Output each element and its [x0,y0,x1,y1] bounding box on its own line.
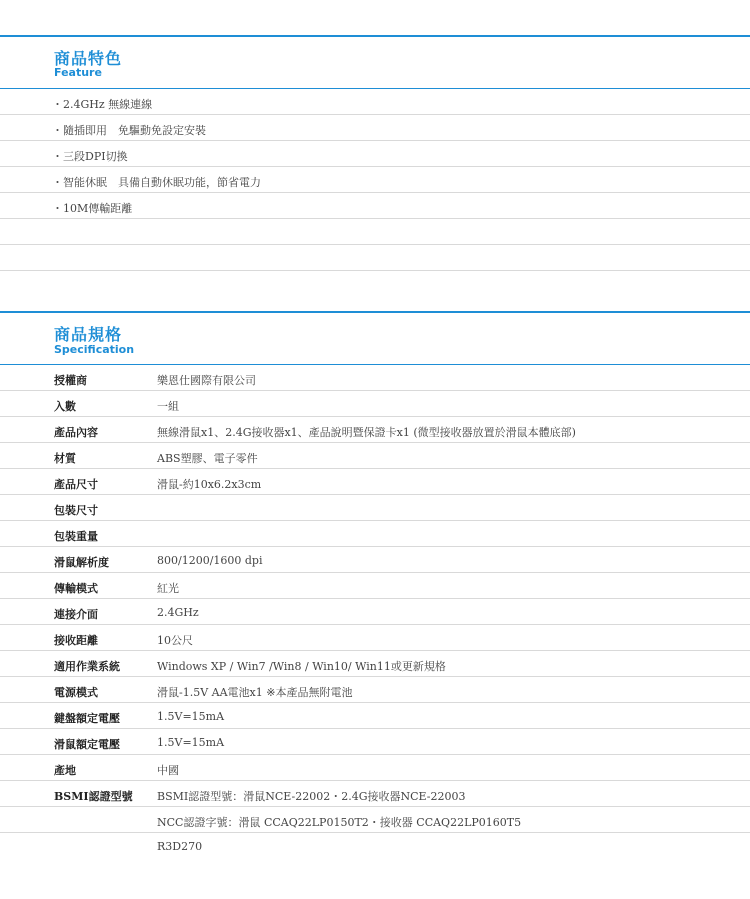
spec-label: BSMI認證型號 [54,790,133,803]
spec-row [0,651,750,677]
feature-item-text: ・智能休眠 具備自動休眠功能，節省電力 [52,176,261,189]
spec-row [0,391,750,417]
spec-row [0,547,750,573]
spec-label: 材質 [54,452,76,465]
spec-row [0,495,750,521]
spec-value: 一組 [157,400,179,413]
spec-row [0,755,750,781]
spec-label: 授權商 [54,374,87,387]
feature-title: 商品特色 [54,49,123,68]
spec-label: 連接介面 [54,608,98,621]
feature-row [0,245,750,271]
spec-value: 1.5V=15mA [157,710,225,723]
spec-value: R3D270 [157,840,203,853]
spec-label: 入數 [54,400,76,413]
spec-value: BSMI認證型號：滑鼠NCE-22002・2.4G接收器NCE-22003 [157,790,466,803]
spec-row [0,625,750,651]
spec-label: 產品尺寸 [54,478,98,491]
spec-row [0,365,750,391]
spec-value: Windows XP / Win7 /Win8 / Win10/ Win11或更新規格 [157,660,446,673]
feature-row [0,89,750,115]
spec-row [0,599,750,625]
feature-item-text: ・隨插即用 免驅動免設定安裝 [52,124,206,137]
spec-row [0,703,750,729]
spec-row [0,521,750,547]
spec-value: 滑鼠-約10x6.2x3cm [157,478,262,491]
feature-item-text: ・10M傳輸距離 [52,202,133,215]
feature-row [0,115,750,141]
spec-value: 1.5V=15mA [157,736,225,749]
spec-row [0,807,750,833]
spec-row [0,833,750,859]
spec-value: NCC認證字號：滑鼠 CCAQ22LP0150T2・接收器 CCAQ22LP0160T5 [157,816,522,829]
spec-label: 適用作業系統 [54,660,120,673]
spec-row [0,573,750,599]
feature-row [0,219,750,245]
spec-label: 滑鼠解析度 [54,556,109,569]
spec-row [0,677,750,703]
spec-label: 包裝重量 [54,530,98,543]
spec-label: 產地 [54,764,76,777]
spec-value: 滑鼠-1.5V AA電池x1 ※本產品無附電池 [157,686,353,699]
spec-value: 樂恩仕國際有限公司 [157,374,256,387]
spec-label: 鍵盤額定電壓 [54,712,120,725]
feature-subtitle: Feature [54,66,102,79]
spec-label: 電源模式 [54,686,98,699]
spec-label: 滑鼠額定電壓 [54,738,120,751]
spec-row [0,469,750,495]
feature-item-text: ・三段DPI切換 [52,150,128,163]
spec-row [0,417,750,443]
spec-label: 傳輸模式 [54,582,98,595]
spec-row [0,443,750,469]
feature-item-text: ・2.4GHz 無線連線 [52,98,153,111]
spec-row [0,781,750,807]
spec-value: ABS塑膠、電子零件 [157,452,258,465]
feature-row [0,193,750,219]
spec-label: 接收距離 [54,634,98,647]
spec-value: 10公尺 [157,634,193,647]
spec-row [0,729,750,755]
spec-value: 800/1200/1600 dpi [157,554,263,567]
spec-value: 中國 [157,764,179,777]
feature-row [0,167,750,193]
spec-value: 無線滑鼠x1、2.4G接收器x1、產品說明暨保證卡x1 (微型接收器放置於滑鼠本體底部) [157,426,576,439]
feature-row [0,141,750,167]
spec-title: 商品規格 [54,325,123,344]
feature-top-line [0,35,750,37]
spec-value: 2.4GHz [157,606,199,619]
spec-top-line [0,311,750,313]
spec-label: 包裝尺寸 [54,504,98,517]
spec-subtitle: Specification [54,343,135,356]
spec-value: 紅光 [157,582,179,595]
spec-label: 產品內容 [54,426,98,439]
